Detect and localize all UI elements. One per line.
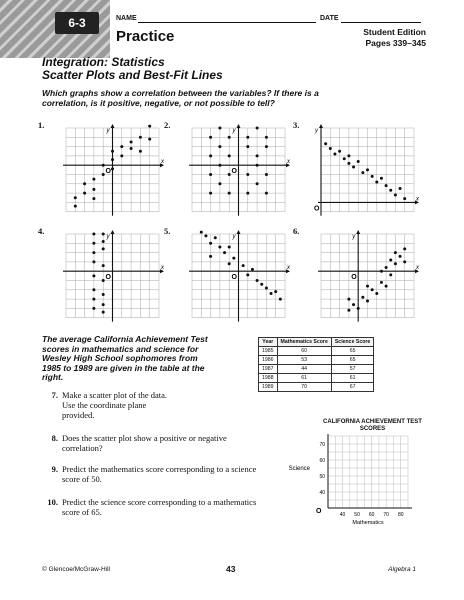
data-point xyxy=(399,255,402,258)
table-header: Year xyxy=(259,338,278,347)
data-point xyxy=(148,138,151,141)
scatter-plot-5 xyxy=(188,230,297,324)
data-point xyxy=(361,296,364,299)
scatter-plot-1 xyxy=(62,124,171,218)
table-header-row xyxy=(259,338,374,347)
data-point xyxy=(366,168,369,171)
data-point xyxy=(260,283,263,286)
data-point xyxy=(111,167,114,170)
data-point xyxy=(102,279,105,282)
data-point xyxy=(92,251,95,254)
data-point xyxy=(380,270,383,273)
table-row xyxy=(259,356,374,365)
data-point xyxy=(83,192,86,195)
heading-line1: Integration: Statistics xyxy=(42,55,165,69)
y-axis-title: Science xyxy=(288,466,310,472)
data-point xyxy=(120,145,123,148)
data-point xyxy=(148,125,151,128)
data-point xyxy=(246,136,249,139)
data-point xyxy=(214,236,217,239)
y-axis-label: y xyxy=(232,234,236,240)
data-point xyxy=(232,257,235,260)
data-point xyxy=(385,266,388,269)
cell-science: 57 xyxy=(331,365,373,374)
data-point xyxy=(242,264,245,267)
data-point xyxy=(347,298,350,301)
cell-year: 1986 xyxy=(259,356,278,365)
data-point xyxy=(102,311,105,314)
cell-year: 1988 xyxy=(259,374,278,383)
data-point xyxy=(385,285,388,288)
data-point xyxy=(92,242,95,245)
data-point xyxy=(380,177,383,180)
page-title: Practice xyxy=(116,28,175,45)
copyright: © Glencoe/McGraw-Hill xyxy=(42,566,110,573)
data-point xyxy=(371,288,374,291)
scatter-plot-3 xyxy=(314,124,426,218)
cell-science: 67 xyxy=(331,383,373,392)
data-point xyxy=(228,154,231,157)
data-point xyxy=(265,286,268,289)
data-point xyxy=(389,259,392,262)
data-point xyxy=(343,157,346,160)
y-axis-label: y xyxy=(315,128,318,134)
data-point xyxy=(130,147,133,150)
data-point xyxy=(111,150,114,153)
data-point xyxy=(265,136,268,139)
y-tick-label: 40 xyxy=(319,490,325,496)
data-point xyxy=(228,246,231,249)
data-point xyxy=(246,273,249,276)
data-point xyxy=(256,279,259,282)
data-point xyxy=(324,142,327,145)
data-point xyxy=(92,188,95,191)
cell-year: 1989 xyxy=(259,383,278,392)
data-point xyxy=(399,187,402,190)
question-number: 10. xyxy=(47,497,58,507)
scatter-plot-6 xyxy=(317,230,426,324)
cell-year: 1985 xyxy=(259,347,278,356)
data-point xyxy=(139,150,142,153)
origin-label: O xyxy=(314,205,320,213)
x-tick-label: 60 xyxy=(368,512,375,518)
x-tick-label: 50 xyxy=(354,512,360,518)
x-axis-label: x xyxy=(416,265,419,272)
cell-math: 44 xyxy=(277,365,331,374)
data-point xyxy=(92,260,95,263)
cell-science: 65 xyxy=(331,356,373,365)
chart-title: CALIFORNIA ACHIEVEMENT TEST SCORES xyxy=(323,419,422,432)
data-point xyxy=(209,173,212,176)
data-point xyxy=(102,293,105,296)
data-point xyxy=(92,307,95,310)
data-point xyxy=(371,175,374,178)
data-point xyxy=(228,173,231,176)
data-point xyxy=(279,298,282,301)
y-tick-label: 50 xyxy=(319,474,325,480)
data-point xyxy=(204,234,207,237)
x-axis-label: x xyxy=(416,196,419,203)
date-label: DATE xyxy=(320,15,339,22)
cell-math: 70 xyxy=(277,383,331,392)
arrow-icon xyxy=(111,230,115,234)
table-row xyxy=(259,374,374,383)
arrow-icon xyxy=(319,124,323,128)
plot-number: 6. xyxy=(293,226,300,236)
data-point xyxy=(130,140,133,143)
data-point xyxy=(347,162,350,165)
data-point xyxy=(347,154,350,157)
plot-number: 4. xyxy=(38,226,45,236)
table-row xyxy=(259,383,374,392)
edition-info xyxy=(363,27,426,49)
data-point xyxy=(218,164,221,167)
y-axis-label: y xyxy=(352,234,356,240)
page-number: 43 xyxy=(226,564,236,574)
x-axis-label: x xyxy=(161,159,164,166)
data-point xyxy=(246,145,249,148)
data-point xyxy=(265,192,268,195)
table-row xyxy=(259,365,374,374)
x-axis-title: Mathematics xyxy=(352,520,384,526)
data-point xyxy=(209,255,212,258)
data-point xyxy=(394,262,397,265)
plot-number: 5. xyxy=(164,226,171,236)
data-point xyxy=(139,136,142,139)
data-point xyxy=(251,268,254,271)
x-axis-label: x xyxy=(287,159,290,166)
y-tick-label: 60 xyxy=(319,458,325,464)
table-header: Mathematics Score xyxy=(277,338,331,347)
data-point xyxy=(218,246,221,249)
data-point xyxy=(352,166,355,169)
data-point xyxy=(102,233,105,236)
data-point xyxy=(375,180,378,183)
heading-line2: Scatter Plots and Best-Fit Lines xyxy=(42,68,223,82)
name-line[interactable] xyxy=(138,22,316,23)
question-8 xyxy=(42,433,272,453)
data-point xyxy=(102,247,105,250)
data-point xyxy=(209,154,212,157)
cell-math: 60 xyxy=(277,347,331,356)
data-point xyxy=(256,182,259,185)
data-point xyxy=(380,281,383,284)
question-10 xyxy=(42,497,272,517)
data-point xyxy=(92,298,95,301)
data-point xyxy=(102,264,105,267)
question-text: Predict the science score corresponding to a mathematics score of 65. xyxy=(62,497,257,517)
question-9 xyxy=(42,464,272,484)
cell-year: 1987 xyxy=(259,365,278,374)
data-point xyxy=(357,160,360,163)
data-point xyxy=(270,292,273,295)
question-number: 7. xyxy=(51,390,58,400)
data-point xyxy=(361,171,364,174)
question-number: 9. xyxy=(51,464,58,474)
table-header: Science Score xyxy=(331,338,373,347)
data-point xyxy=(394,251,397,254)
data-point xyxy=(403,197,406,200)
instructions: Which graphs show a correlation between the variables? If there is a correlation, is it positive, negative, or not possible to tell? xyxy=(42,88,319,108)
data-point xyxy=(265,173,268,176)
data-point xyxy=(403,247,406,250)
data-point xyxy=(338,150,341,153)
data-point xyxy=(102,164,105,167)
edition-label: Student Edition xyxy=(363,27,426,37)
origin-label: O xyxy=(105,168,111,176)
data-point xyxy=(92,233,95,236)
data-point xyxy=(218,145,221,148)
data-point xyxy=(347,309,350,312)
y-tick-label: 70 xyxy=(319,442,325,448)
plot-number: 3. xyxy=(293,120,300,130)
data-point xyxy=(92,274,95,277)
x-tick-label: 40 xyxy=(339,512,346,518)
question-text: Does the scatter plot show a positive or negative correlation? xyxy=(62,433,227,453)
arrow-icon xyxy=(111,124,115,128)
plot-number: 1. xyxy=(38,120,45,130)
data-point xyxy=(366,285,369,288)
data-point xyxy=(274,290,277,293)
data-point xyxy=(403,260,406,263)
data-point xyxy=(389,273,392,276)
data-point xyxy=(389,189,392,192)
question-number: 8. xyxy=(51,433,58,443)
data-point xyxy=(218,182,221,185)
arrow-icon xyxy=(237,230,241,234)
data-point xyxy=(366,299,369,302)
scores-chart[interactable] xyxy=(280,432,440,554)
y-axis-label: y xyxy=(106,128,110,134)
date-line[interactable] xyxy=(341,22,421,23)
question-text: Make a scatter plot of the data. Use the coordinate plane provided. xyxy=(62,390,168,420)
data-point xyxy=(92,288,95,291)
cell-math: 61 xyxy=(277,374,331,383)
scores-table xyxy=(258,337,374,392)
data-point xyxy=(209,242,212,245)
data-point xyxy=(256,154,259,157)
cell-science: 61 xyxy=(331,374,373,383)
data-point xyxy=(209,136,212,139)
problem-paragraph: The average California Achievement Test scores in mathematics and science for Wesley High School sophomores from 1985 to 1989 are given in the table at the right. xyxy=(42,334,208,382)
arrow-icon xyxy=(356,230,360,234)
y-axis-label: y xyxy=(106,234,110,240)
data-point xyxy=(329,147,332,150)
data-point xyxy=(102,303,105,306)
origin-label: O xyxy=(316,508,322,515)
cell-math: 53 xyxy=(277,356,331,365)
data-point xyxy=(92,197,95,200)
data-point xyxy=(209,192,212,195)
course-name: Algebra 1 xyxy=(388,566,416,573)
origin-label: O xyxy=(351,274,357,282)
name-label: NAME xyxy=(116,15,137,22)
data-point xyxy=(228,192,231,195)
plot-number: 2. xyxy=(164,120,171,130)
y-axis-label: y xyxy=(232,128,236,134)
data-point xyxy=(120,154,123,157)
cell-science: 65 xyxy=(331,347,373,356)
x-axis-label: x xyxy=(287,265,290,272)
lesson-badge: 6-3 xyxy=(55,12,99,34)
x-tick-label: 70 xyxy=(383,512,389,518)
data-point xyxy=(246,192,249,195)
data-point xyxy=(74,196,77,199)
data-point xyxy=(246,173,249,176)
pages-label: Pages 339–345 xyxy=(365,38,426,48)
data-point xyxy=(223,251,226,254)
scatter-plot-2 xyxy=(188,124,297,218)
data-point xyxy=(265,145,268,148)
x-axis-label: x xyxy=(161,265,164,272)
data-point xyxy=(256,127,259,130)
data-point xyxy=(256,164,259,167)
section-heading xyxy=(42,56,223,82)
data-point xyxy=(111,158,114,161)
data-point xyxy=(102,173,105,176)
data-point xyxy=(83,182,86,185)
question-7 xyxy=(42,390,272,420)
data-point xyxy=(333,153,336,156)
question-text: Predict the mathematics score corresponding to a science score of 50. xyxy=(62,464,257,484)
x-tick-label: 80 xyxy=(397,512,404,518)
data-point xyxy=(200,231,203,234)
data-point xyxy=(385,184,388,187)
data-point xyxy=(375,292,378,295)
origin-label: O xyxy=(231,168,237,176)
data-point xyxy=(218,127,221,130)
data-point xyxy=(228,262,231,265)
data-point xyxy=(394,193,397,196)
data-point xyxy=(74,205,77,208)
scatter-plot-4 xyxy=(62,230,171,324)
data-point xyxy=(92,178,95,181)
data-point xyxy=(357,307,360,310)
origin-label: O xyxy=(105,274,111,282)
arrow-icon xyxy=(237,124,241,128)
origin-label: O xyxy=(231,274,237,282)
table-row xyxy=(259,347,374,356)
data-point xyxy=(228,136,231,139)
data-point xyxy=(102,240,105,243)
data-point xyxy=(352,303,355,306)
